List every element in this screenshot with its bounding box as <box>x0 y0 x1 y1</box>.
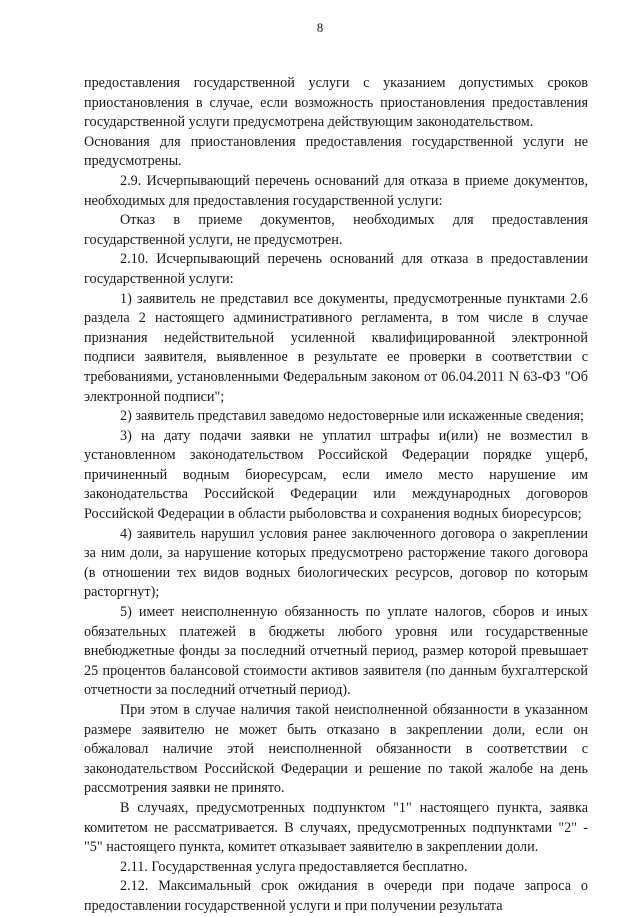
paragraph: 2.12. Максимальный срок ожидания в очереди при подаче запроса о предоставлении государственной услуги и при получении результата <box>84 878 588 914</box>
paragraph: 2.10. Исчерпывающий перечень оснований для отказа в предоставлении государственной услуги: <box>84 251 588 287</box>
paragraph: 2) заявитель представил заведомо недостоверные или искаженные сведения; <box>120 408 584 425</box>
document-body <box>84 74 588 917</box>
paragraph: В случаях, предусмотренных подпунктом "1" настоящего пункта, заявка комитетом не рассматривается. В случаях, предусмотренных подпунктами "2" - "5" настоящего пункта, комитет отказывает заявителю в закреплении доли. <box>84 799 588 856</box>
paragraph: 5) имеет неисполненную обязанность по уплате налогов, сборов и иных обязательных платежей в бюджеты любого уровня или государственные внебюджетные фонды за последний отчетный период, размер которой превышает 25 процентов балансовой стоимости активов заявителя (по данным бухгалтерской отчетности за последний отчетный период). <box>84 604 588 699</box>
paragraph: 1) заявитель не представил все документы, предусмотренные пунктами 2.6 раздела 2 настоящего административного регламента, в том числе в случае признания недействительной усиленной квалифицированной электронной подписи заявителя, выявленное в результате ее проверки в соответствии с требованиями, установленными Федеральным законом от 06.04.2011 N 63-ФЗ "Об электронной подписи"; <box>84 290 588 405</box>
paragraph: Основания для приостановления предоставления государственной услуги не предусмотрены. <box>84 133 588 170</box>
paragraph: Отказ в приеме документов, необходимых для предоставления государственной услуги, не предусмотрен. <box>84 212 588 248</box>
paragraph: 3) на дату подачи заявки не уплатил штрафы и(или) не возместил в установленном законодательством Российской Федерации порядке ущерб, причиненный водным биоресурсам, если имело место нарушение им законодательства Российской Федерации или международных договоров Российской Федерации в области рыболовства и сохранения водных биоресурсов; <box>84 427 588 523</box>
paragraph: 2.9. Исчерпывающий перечень оснований для отказа в приеме документов, необходимых для предоставления государственной услуги: <box>84 172 588 209</box>
paragraph: 2.11. Государственная услуга предоставляется бесплатно. <box>120 858 468 875</box>
page-number: 8 <box>316 20 324 35</box>
paragraph: предоставления государственной услуги с указанием допустимых сроков приостановления в случае, если возможность приостановления предоставления государственной услуги предусмотрена действующим законодательством. <box>84 75 588 131</box>
paragraph: При этом в случае наличия такой неисполненной обязанности в указанном размере заявителю не может быть отказано в закреплении доли, если он обжаловал наличие этой неисполненной обязанности в соответствии с законодательством Российской Федерации и решение по такой жалобе на день рассмотрения заявки не принято. <box>84 702 588 797</box>
paragraph: 4) заявитель нарушил условия ранее заключенного договора о закреплении за ним доли, за нарушение которых предусмотрено расторжение такого договора (в отношении тех видов водных биологических ресурсов, договор по которым расторгнут); <box>84 525 588 601</box>
